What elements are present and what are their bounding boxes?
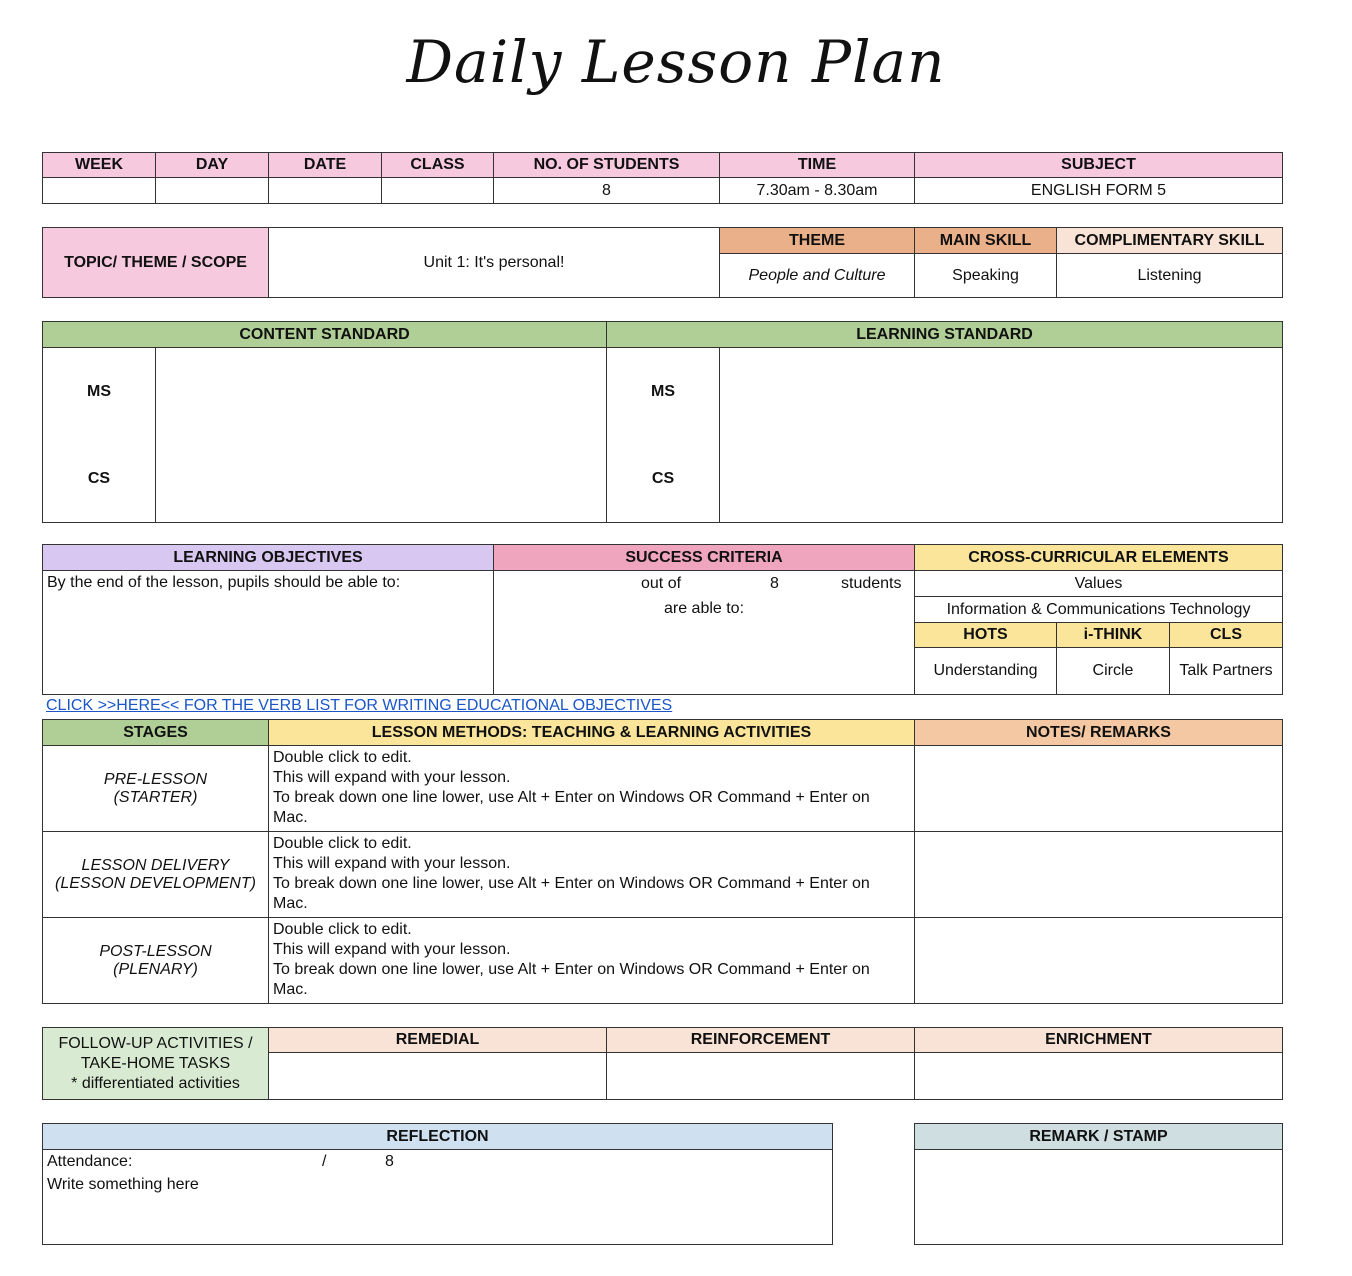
activity-line: This will expand with your lesson. bbox=[273, 769, 511, 786]
success-criteria-field[interactable] bbox=[494, 571, 915, 695]
activity-post-lesson[interactable] bbox=[269, 918, 915, 1004]
learning-standard-labels bbox=[607, 348, 720, 523]
topic-label: TOPIC/ THEME / SCOPE bbox=[43, 228, 269, 298]
class-cell[interactable] bbox=[382, 178, 494, 204]
learning-standard-field[interactable] bbox=[720, 348, 1283, 523]
enrichment-header: ENRICHMENT bbox=[915, 1028, 1283, 1053]
methods-header: LESSON METHODS: TEACHING & LEARNING ACTIVITIES bbox=[269, 720, 915, 746]
followup-label bbox=[43, 1028, 269, 1100]
cls-value[interactable]: Talk Partners bbox=[1170, 648, 1283, 695]
stage-lesson-delivery bbox=[43, 832, 269, 918]
cls-header: CLS bbox=[1170, 623, 1283, 648]
class-header: CLASS bbox=[382, 153, 494, 178]
stage-name: PRE-LESSON bbox=[103, 770, 208, 788]
stage-sub: (STARTER) bbox=[113, 788, 198, 806]
content-standard-labels bbox=[43, 348, 156, 523]
reinforcement-field[interactable] bbox=[607, 1053, 915, 1100]
stage-name: LESSON DELIVERY bbox=[81, 856, 230, 874]
reflection-header: REFLECTION bbox=[43, 1124, 833, 1150]
topic-table bbox=[42, 227, 1283, 298]
activity-pre-lesson[interactable] bbox=[269, 746, 915, 832]
date-cell[interactable] bbox=[269, 178, 382, 204]
success-criteria-line bbox=[494, 571, 914, 597]
students-cell[interactable]: 8 bbox=[494, 178, 720, 204]
week-header: WEEK bbox=[43, 153, 156, 178]
objectives-table bbox=[42, 544, 1283, 695]
page-title: Daily Lesson Plan bbox=[406, 28, 946, 96]
activity-line: This will expand with your lesson. bbox=[273, 855, 511, 872]
activity-line: To break down one line lower, use Alt + Enter on Windows OR Command + Enter on bbox=[273, 961, 870, 978]
attendance-slash: / bbox=[322, 1153, 327, 1170]
cross-curricular-header: CROSS-CURRICULAR ELEMENTS bbox=[915, 545, 1283, 571]
reinforcement-header: REINFORCEMENT bbox=[607, 1028, 915, 1053]
time-header: TIME bbox=[720, 153, 915, 178]
notes-header: NOTES/ REMARKS bbox=[915, 720, 1283, 746]
subject-header: SUBJECT bbox=[915, 153, 1283, 178]
ithink-value[interactable]: Circle bbox=[1057, 648, 1170, 695]
attendance-line bbox=[43, 1150, 832, 1176]
content-cs-label: CS bbox=[87, 469, 111, 487]
sc-able: are able to: bbox=[663, 600, 745, 617]
comp-skill-value[interactable]: Listening bbox=[1057, 254, 1283, 298]
notes-pre-lesson[interactable] bbox=[915, 746, 1283, 832]
learning-cs-label: CS bbox=[651, 469, 675, 487]
learning-objectives-field[interactable] bbox=[43, 571, 494, 695]
activity-line: Double click to edit. bbox=[273, 835, 412, 852]
notes-lesson-delivery[interactable] bbox=[915, 832, 1283, 918]
sc-count: 8 bbox=[770, 575, 779, 592]
enrichment-field[interactable] bbox=[915, 1053, 1283, 1100]
reflection-field[interactable] bbox=[43, 1150, 833, 1245]
followup-label-line: TAKE-HOME TASKS bbox=[80, 1054, 231, 1072]
stage-pre-lesson bbox=[43, 746, 269, 832]
content-standard-field[interactable] bbox=[156, 348, 607, 523]
learning-objectives-text: By the end of the lesson, pupils should be able to: bbox=[47, 574, 401, 591]
activity-line: Mac. bbox=[273, 809, 308, 826]
stage-post-lesson bbox=[43, 918, 269, 1004]
remark-table bbox=[914, 1123, 1283, 1245]
followup-table bbox=[42, 1027, 1283, 1100]
time-cell[interactable]: 7.30am - 8.30am bbox=[720, 178, 915, 204]
standards-table bbox=[42, 321, 1283, 523]
ithink-header: i-THINK bbox=[1057, 623, 1170, 648]
header-table bbox=[42, 152, 1283, 204]
activity-line: Double click to edit. bbox=[273, 921, 412, 938]
cce-values[interactable]: Values bbox=[915, 571, 1283, 597]
notes-post-lesson[interactable] bbox=[915, 918, 1283, 1004]
date-header: DATE bbox=[269, 153, 382, 178]
success-criteria-header: SUCCESS CRITERIA bbox=[494, 545, 915, 571]
attendance-total: 8 bbox=[385, 1153, 394, 1170]
activity-line: To break down one line lower, use Alt + Enter on Windows OR Command + Enter on bbox=[273, 789, 870, 806]
activity-line: This will expand with your lesson. bbox=[273, 941, 511, 958]
main-skill-value[interactable]: Speaking bbox=[915, 254, 1057, 298]
students-header: NO. OF STUDENTS bbox=[494, 153, 720, 178]
stages-header: STAGES bbox=[43, 720, 269, 746]
followup-label-line: FOLLOW-UP ACTIVITIES / bbox=[58, 1034, 253, 1052]
stage-sub: (LESSON DEVELOPMENT) bbox=[55, 874, 256, 892]
remedial-field[interactable] bbox=[269, 1053, 607, 1100]
learning-standard-header: LEARNING STANDARD bbox=[607, 322, 1283, 348]
theme-label: THEME bbox=[720, 228, 915, 254]
learning-ms-label: MS bbox=[651, 382, 676, 400]
activity-line: Double click to edit. bbox=[273, 749, 412, 766]
remark-field[interactable] bbox=[915, 1150, 1283, 1245]
activity-line: Mac. bbox=[273, 981, 308, 998]
sc-out-of: out of bbox=[641, 575, 682, 592]
content-ms-label: MS bbox=[87, 382, 111, 400]
day-header: DAY bbox=[156, 153, 269, 178]
stage-name: POST-LESSON bbox=[99, 942, 212, 960]
verb-list-link[interactable]: CLICK >>HERE<< FOR THE VERB LIST FOR WRITING EDUCATIONAL OBJECTIVES bbox=[46, 697, 673, 714]
followup-label-note: * differentiated activities bbox=[71, 1074, 240, 1092]
hots-value[interactable]: Understanding bbox=[915, 648, 1057, 695]
learning-objectives-header: LEARNING OBJECTIVES bbox=[43, 545, 494, 571]
reflection-table bbox=[42, 1123, 833, 1245]
content-standard-header: CONTENT STANDARD bbox=[43, 322, 607, 348]
comp-skill-label: COMPLIMENTARY SKILL bbox=[1057, 228, 1283, 254]
stages-table bbox=[42, 719, 1283, 1004]
cce-ict[interactable]: Information & Communications Technology bbox=[915, 597, 1283, 623]
week-cell[interactable] bbox=[43, 178, 156, 204]
reflection-note: Write something here bbox=[47, 1176, 199, 1193]
hots-header: HOTS bbox=[915, 623, 1057, 648]
activity-line: To break down one line lower, use Alt + Enter on Windows OR Command + Enter on bbox=[273, 875, 870, 892]
theme-value[interactable]: People and Culture bbox=[720, 254, 915, 298]
day-cell[interactable] bbox=[156, 178, 269, 204]
activity-line: Mac. bbox=[273, 895, 308, 912]
sc-students: students bbox=[841, 575, 902, 592]
remedial-header: REMEDIAL bbox=[269, 1028, 607, 1053]
activity-lesson-delivery[interactable] bbox=[269, 832, 915, 918]
subject-cell[interactable]: ENGLISH FORM 5 bbox=[915, 178, 1283, 204]
topic-value[interactable]: Unit 1: It's personal! bbox=[269, 228, 720, 298]
remark-header: REMARK / STAMP bbox=[915, 1124, 1283, 1150]
main-skill-label: MAIN SKILL bbox=[915, 228, 1057, 254]
stage-sub: (PLENARY) bbox=[113, 960, 198, 978]
attendance-label: Attendance: bbox=[47, 1153, 133, 1170]
